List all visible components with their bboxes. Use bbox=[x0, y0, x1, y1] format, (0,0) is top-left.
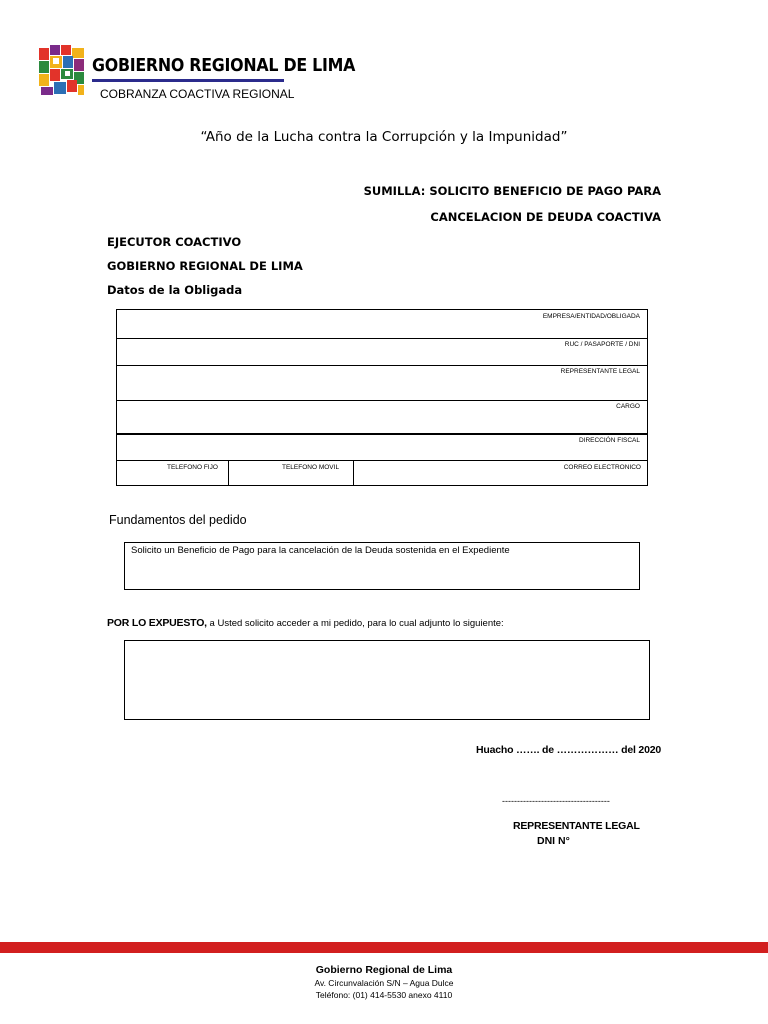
datos-obligada-heading: Datos de la Obligada bbox=[107, 283, 243, 297]
org-subtitle: COBRANZA COACTIVA REGIONAL bbox=[100, 87, 295, 101]
row-empresa[interactable] bbox=[117, 310, 647, 339]
gobierno-regional-lima-logo-icon bbox=[38, 43, 86, 97]
row-label: DIRECCIÓN FISCAL bbox=[578, 437, 640, 444]
cell-label: TELEFONO FIJO bbox=[167, 464, 218, 471]
footer-address: Av. Circunvalación S/N – Agua Dulce bbox=[314, 978, 454, 988]
cell-telefono-fijo[interactable] bbox=[117, 461, 229, 485]
year-motto: “Año de la Lucha contra la Corrupción y la Impunidad” bbox=[200, 129, 568, 145]
datos-obligada-table bbox=[116, 309, 648, 486]
cell-label: TELEFONO MOVIL bbox=[282, 464, 340, 471]
expuesto-text: a Usted solicito acceder a mi pedido, para lo cual adjunto lo siguiente: bbox=[206, 618, 504, 629]
fecha-line: Huacho ……. de ……………… del 2020 bbox=[476, 744, 661, 756]
header-rule bbox=[92, 79, 284, 82]
adjuntos-box[interactable] bbox=[124, 640, 650, 720]
expuesto-paragraph bbox=[107, 617, 504, 629]
row-label: RUC / PASAPORTE / DNI bbox=[564, 341, 640, 348]
fundamentos-text: Solicito un Beneficio de Pago para la cancelación de la Deuda sostenida en el Expediente bbox=[131, 545, 510, 556]
addressee-line-1: EJECUTOR COACTIVO bbox=[107, 235, 242, 249]
expuesto-bold: POR LO EXPUESTO, bbox=[107, 617, 207, 629]
signature-line: ------------------------------------ bbox=[502, 796, 610, 806]
sumilla-line-2: CANCELACION DE DEUDA COACTIVA bbox=[430, 210, 661, 224]
footer-bar bbox=[0, 942, 768, 953]
row-representante[interactable] bbox=[117, 365, 647, 401]
cell-telefono-movil[interactable] bbox=[229, 461, 354, 485]
cell-correo[interactable] bbox=[354, 461, 647, 485]
org-name: GOBIERNO REGIONAL DE LIMA bbox=[92, 55, 356, 76]
row-label: EMPRESA/ENTIDAD/OBLIGADA bbox=[542, 313, 640, 320]
footer-phone: Teléfono: (01) 414-5530 anexo 4110 bbox=[315, 990, 453, 1000]
row-ruc[interactable] bbox=[117, 338, 647, 366]
row-cargo[interactable] bbox=[117, 400, 647, 435]
cell-label: CORREO ELECTRONICO bbox=[563, 464, 641, 471]
addressee-line-2: GOBIERNO REGIONAL DE LIMA bbox=[107, 259, 303, 273]
row-contacto bbox=[117, 461, 647, 485]
footer-org-name: Gobierno Regional de Lima bbox=[315, 964, 453, 976]
signature-title: REPRESENTANTE LEGAL bbox=[513, 820, 640, 832]
row-label: CARGO bbox=[616, 403, 640, 410]
row-label: REPRESENTANTE LEGAL bbox=[560, 368, 640, 375]
sumilla-line-1: SUMILLA: SOLICITO BENEFICIO DE PAGO PARA bbox=[363, 184, 661, 198]
signature-dni: DNI N° bbox=[537, 835, 570, 847]
fundamentos-title: Fundamentos del pedido bbox=[109, 513, 247, 527]
fundamentos-box[interactable] bbox=[124, 542, 640, 590]
row-direccion[interactable] bbox=[117, 434, 647, 461]
